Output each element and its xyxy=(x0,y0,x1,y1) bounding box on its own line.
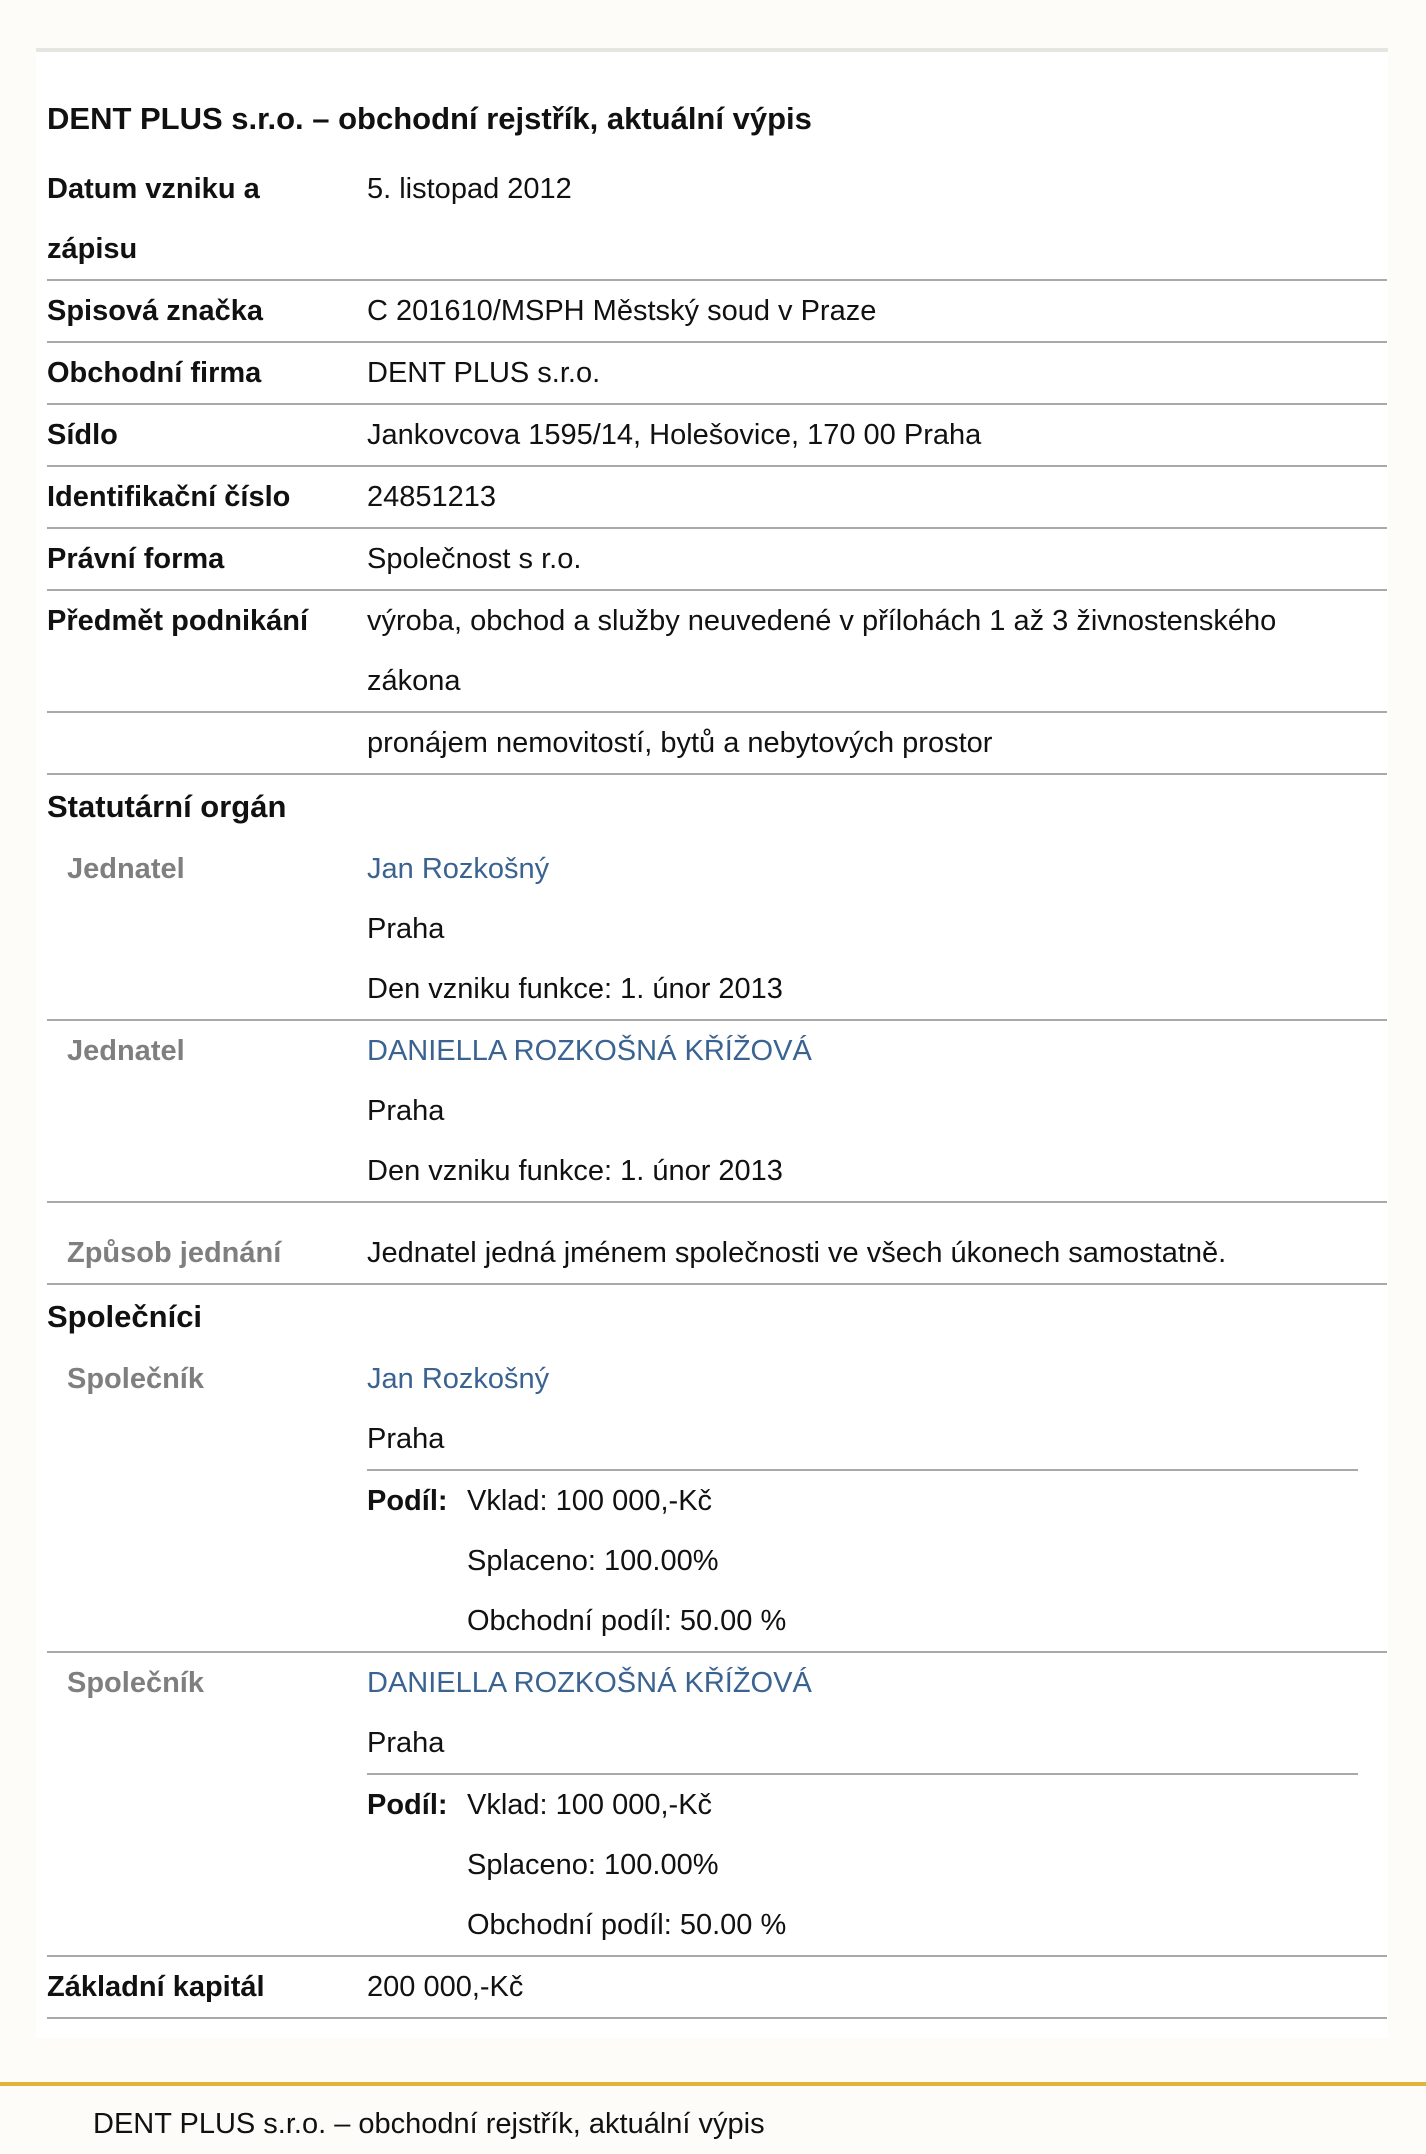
forma-label: Právní forma xyxy=(47,543,225,575)
jednatel-row xyxy=(47,839,1387,1021)
spolecnik-row xyxy=(47,1349,1387,1653)
zpusob-label: Způsob jednání xyxy=(67,1237,282,1269)
spolecnik-name-link[interactable]: Jan Rozkošný xyxy=(367,1363,550,1395)
ico-label: Identifikační číslo xyxy=(47,481,291,513)
section-statutarni: Statutární orgán xyxy=(47,789,287,824)
jednatel-role: Jednatel xyxy=(67,1035,185,1067)
predmet-value-1 xyxy=(367,591,1387,711)
kapital-value: 200 000,-Kč xyxy=(367,1971,524,2003)
jednatel-since: Den vzniku funkce: 1. únor 2013 xyxy=(367,973,783,1005)
firma-label: Obchodní firma xyxy=(47,357,262,389)
spisova-value: C 201610/MSPH Městský soud v Praze xyxy=(367,295,877,327)
predmet-value-2: pronájem nemovitostí, bytů a nebytových prostor xyxy=(367,727,993,759)
row-predmet-2 xyxy=(47,713,1387,775)
registry-content xyxy=(47,97,1387,2019)
jednatel-details xyxy=(367,839,1387,1019)
row-predmet-1 xyxy=(47,591,1387,713)
podil-obchodni: Obchodní podíl: 50.00 % xyxy=(467,1909,787,1941)
row-zpusob xyxy=(47,1203,1387,1285)
spolecnik-row xyxy=(47,1653,1387,1957)
datum-label-line1: Datum vzniku a xyxy=(47,173,260,205)
sidlo-label: Sídlo xyxy=(47,419,118,451)
spolecnik-role: Společník xyxy=(67,1363,204,1395)
podil-block xyxy=(367,1469,1358,1651)
predmet-label-empty xyxy=(47,713,367,773)
row-ico xyxy=(47,467,1387,529)
podil-obchodni: Obchodní podíl: 50.00 % xyxy=(467,1605,787,1637)
spolecnik-role: Společník xyxy=(67,1667,204,1699)
ico-value: 24851213 xyxy=(367,481,497,513)
page-title: DENT PLUS s.r.o. – obchodní rejstřík, aktuální výpis xyxy=(47,101,812,136)
section-spolecnici: Společníci xyxy=(47,1299,203,1334)
spisova-label: Spisová značka xyxy=(47,295,263,327)
row-sidlo xyxy=(47,405,1387,467)
jednatel-city: Praha xyxy=(367,913,445,945)
jednatel-row xyxy=(47,1021,1387,1203)
jednatel-city: Praha xyxy=(367,1095,445,1127)
jednatel-since: Den vzniku funkce: 1. únor 2013 xyxy=(367,1155,783,1187)
kapital-label: Základní kapitál xyxy=(47,1971,265,2003)
row-datum xyxy=(47,159,1387,281)
spolecnik-city: Praha xyxy=(367,1727,445,1759)
podil-splaceno: Splaceno: 100.00% xyxy=(467,1545,719,1577)
sidlo-value: Jankovcova 1595/14, Holešovice, 170 00 Praha xyxy=(367,419,982,451)
podil-block xyxy=(367,1773,1358,1955)
registry-card xyxy=(36,48,1388,2038)
datum-label-line2: zápisu xyxy=(47,233,138,265)
spolecnik-details xyxy=(367,1349,1387,1651)
podil-values xyxy=(467,1471,1358,1651)
jednatel-name-link[interactable]: Jan Rozkošný xyxy=(367,853,550,885)
predmet-label: Předmět podnikání xyxy=(47,605,309,637)
podil-values xyxy=(467,1775,1358,1955)
row-firma xyxy=(47,343,1387,405)
row-spisova xyxy=(47,281,1387,343)
zpusob-value: Jednatel jedná jménem společnosti ve všech úkonech samostatně. xyxy=(367,1237,1227,1269)
podil-vklad: Vklad: 100 000,-Kč xyxy=(467,1485,713,1517)
predmet-value-1-line1: výroba, obchod a služby neuvedené v přílohách 1 až 3 živnostenského xyxy=(367,605,1277,637)
jednatel-details xyxy=(367,1021,1387,1201)
podil-label: Podíl: xyxy=(367,1485,448,1517)
spolecnik-name-link[interactable]: DANIELLA ROZKOŠNÁ KŘÍŽOVÁ xyxy=(367,1667,812,1699)
datum-label xyxy=(47,159,367,279)
jednatel-name-link[interactable]: DANIELLA ROZKOŠNÁ KŘÍŽOVÁ xyxy=(367,1035,812,1067)
podil-vklad: Vklad: 100 000,-Kč xyxy=(467,1789,713,1821)
podil-splaceno: Splaceno: 100.00% xyxy=(467,1849,719,1881)
footer-bar xyxy=(0,2082,1426,2154)
spolecnik-details xyxy=(367,1653,1387,1955)
spolecnik-city: Praha xyxy=(367,1423,445,1455)
datum-value: 5. listopad 2012 xyxy=(367,173,572,205)
jednatel-role: Jednatel xyxy=(67,853,185,885)
firma-value: DENT PLUS s.r.o. xyxy=(367,357,601,389)
podil-label: Podíl: xyxy=(367,1789,448,1821)
predmet-value-1-line2: zákona xyxy=(367,665,461,697)
row-kapital xyxy=(47,1957,1387,2019)
forma-value: Společnost s r.o. xyxy=(367,543,582,575)
row-forma xyxy=(47,529,1387,591)
footer-title: DENT PLUS s.r.o. – obchodní rejstřík, aktuální výpis xyxy=(93,2108,765,2140)
